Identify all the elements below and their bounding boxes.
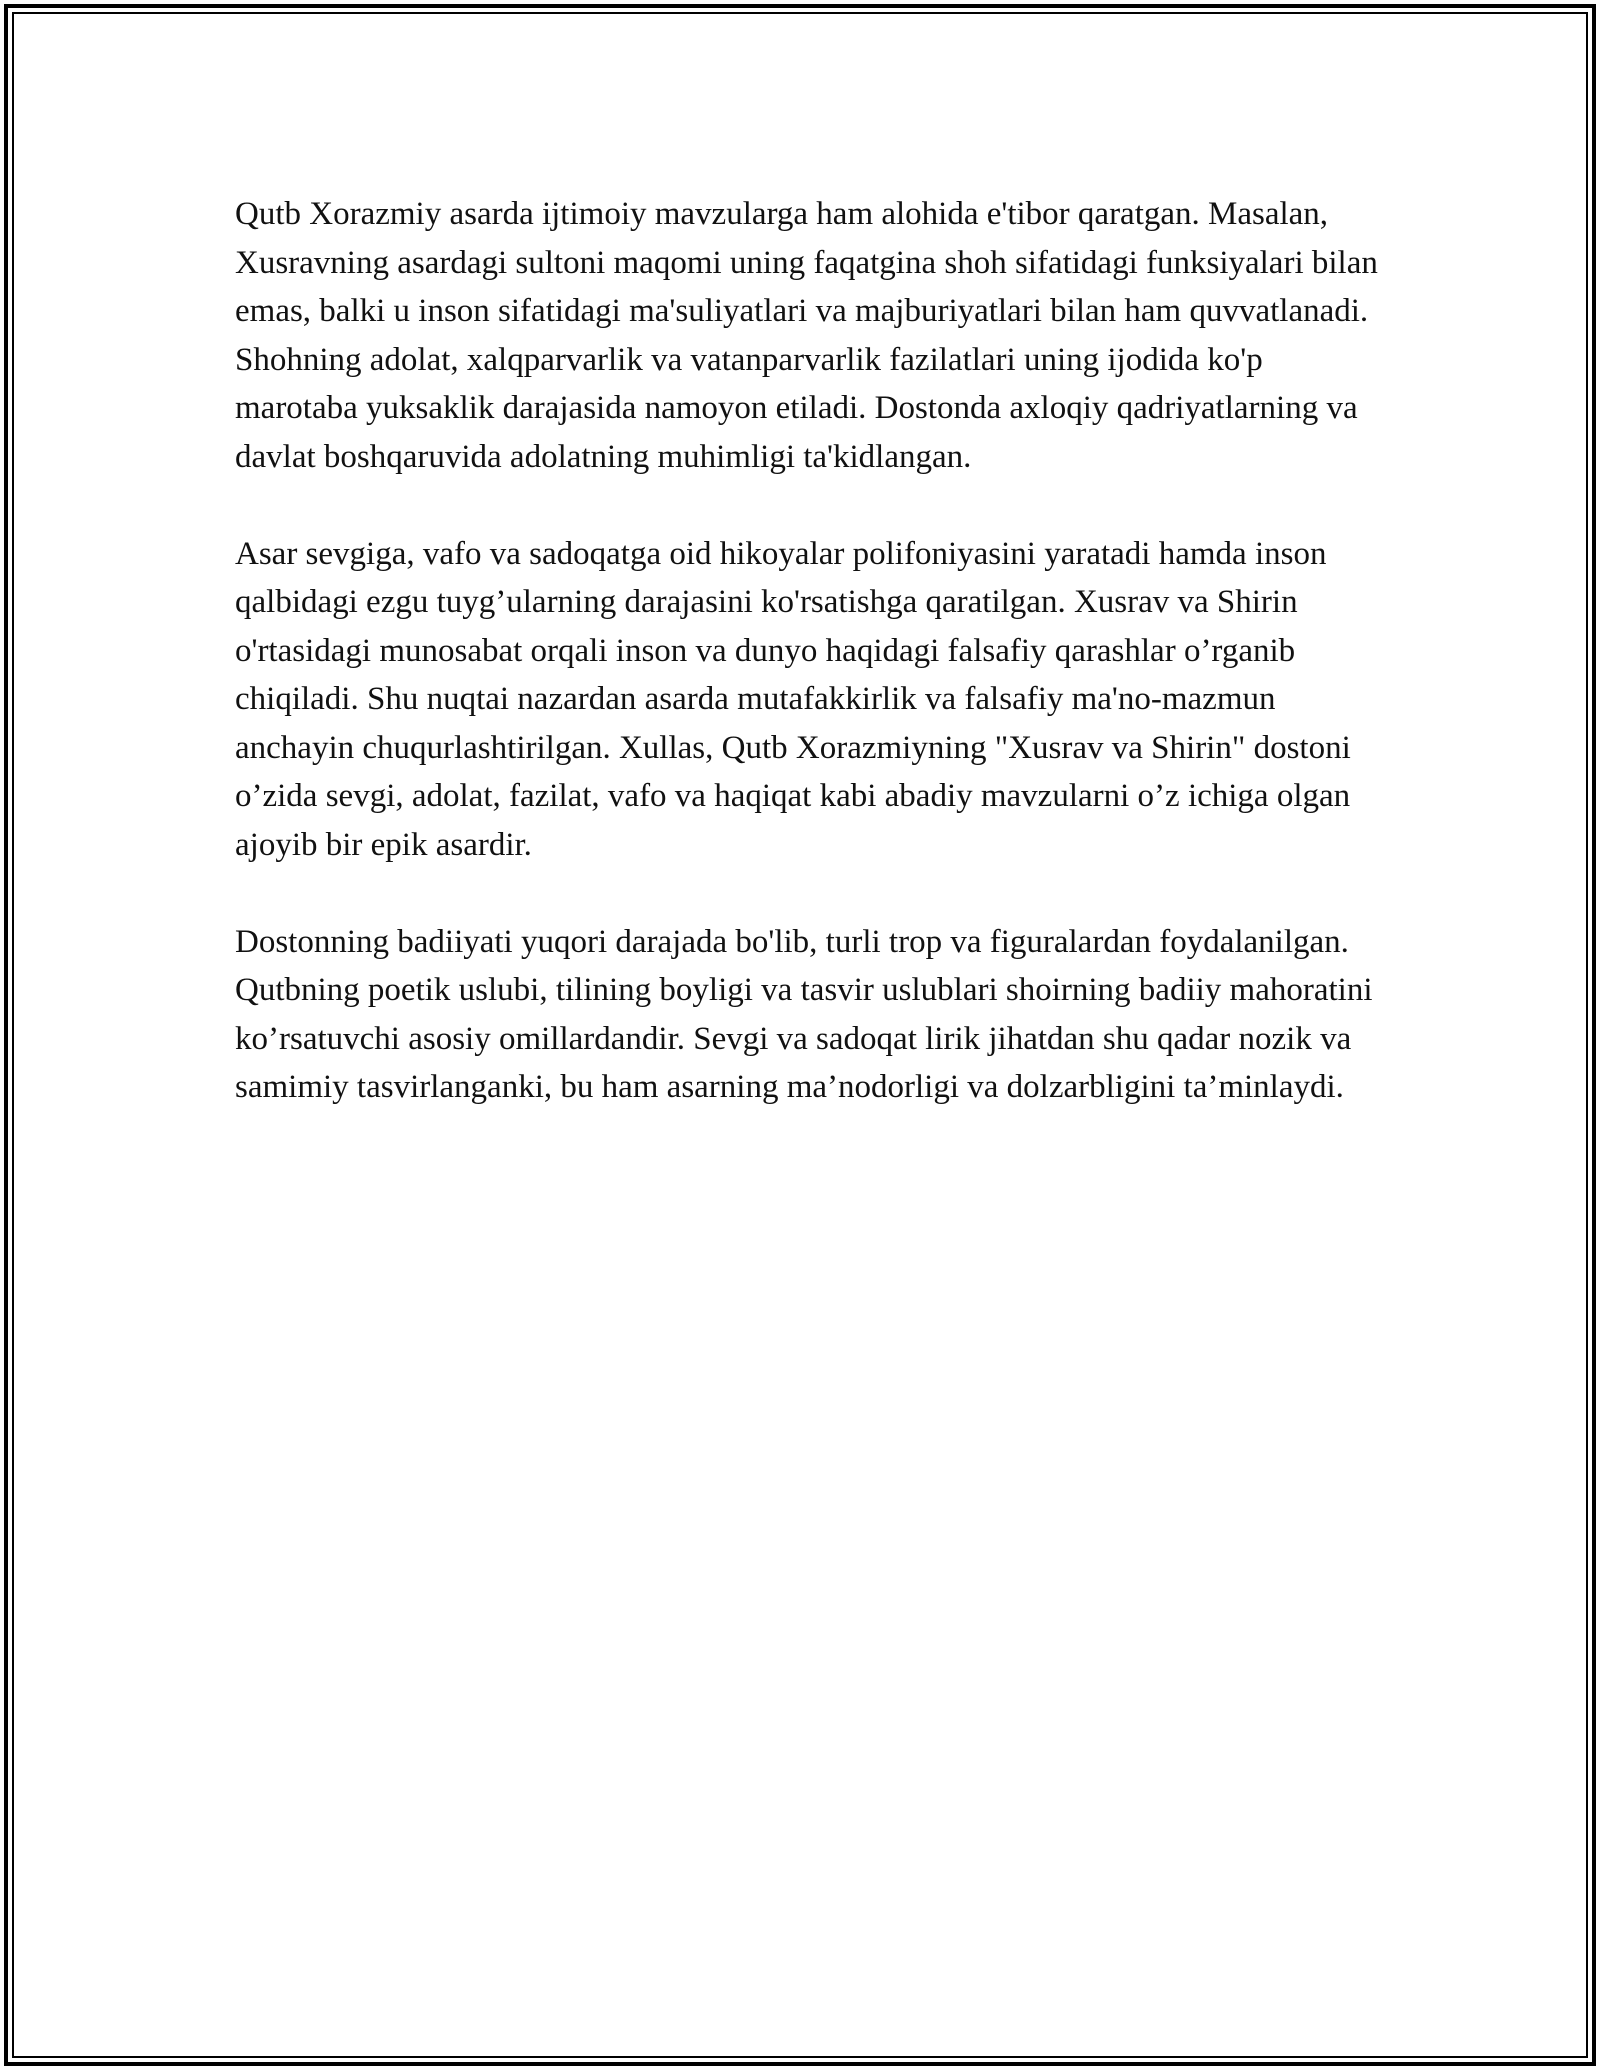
paragraph-artistry: Dostonning badiiyati yuqori darajada bo'lib, turli trop va figuralardan foydalanilgan. Qutbning poetik uslubi, tilining boyligi va tasvir uslublari shoirning badiiy mahoratini ko’rsatuvchi asosiy omillardandir. Sevgi va sadoqat lirik jihatdan shu qadar nozik va samimiy tasvirlanganki, bu ham asarning ma’nodorligi va dolzarbligini ta’minlaydi. <box>235 923 1373 1105</box>
paragraph-love-loyalty: Asar sevgiga, vafo va sadoqatga oid hikoyalar polifoniyasini yaratadi hamda inson qalbidagi ezgu tuyg’ularning darajasini ko'rsatishga qaratilgan. Xusrav va Shirin o'rtasidagi munosabat orqali inson va dunyo haqidagi falsafiy qarashlar o’rganib chiqiladi. Shu nuqtai nazardan asarda mutafakkirlik va falsafiy ma'no-mazmun anchayin chuqurlashtirilgan. Xullas, Qutb Xorazmiyning "Xusrav va Shirin" dostoni o’zida sevgi, adolat, fazilat, vafo va haqiqat kabi abadiy mavzularni o’z ichiga olgan ajoyib bir epik asardir. <box>235 535 1351 863</box>
document-body <box>235 190 1385 1160</box>
paragraph-social-themes: Qutb Xorazmiy asarda ijtimoiy mavzularga ham alohida e'tibor qaratgan. Masalan, Xusravning asardagi sultoni maqomi uning faqatgina shoh sifatidagi funksiyalari bilan emas, balki u inson sifatidagi ma'suliyatlari va majburiyatlari bilan ham quvvatlanadi. Shohning adolat, xalqparvarlik va vatanparvarlik fazilatlari uning ijodida ko'p marotaba yuksaklik darajasida namoyon etiladi. Dostonda axloqiy qadriyatlarning va davlat boshqaruvida adolatning muhimligi ta'kidlangan. <box>235 196 1378 475</box>
